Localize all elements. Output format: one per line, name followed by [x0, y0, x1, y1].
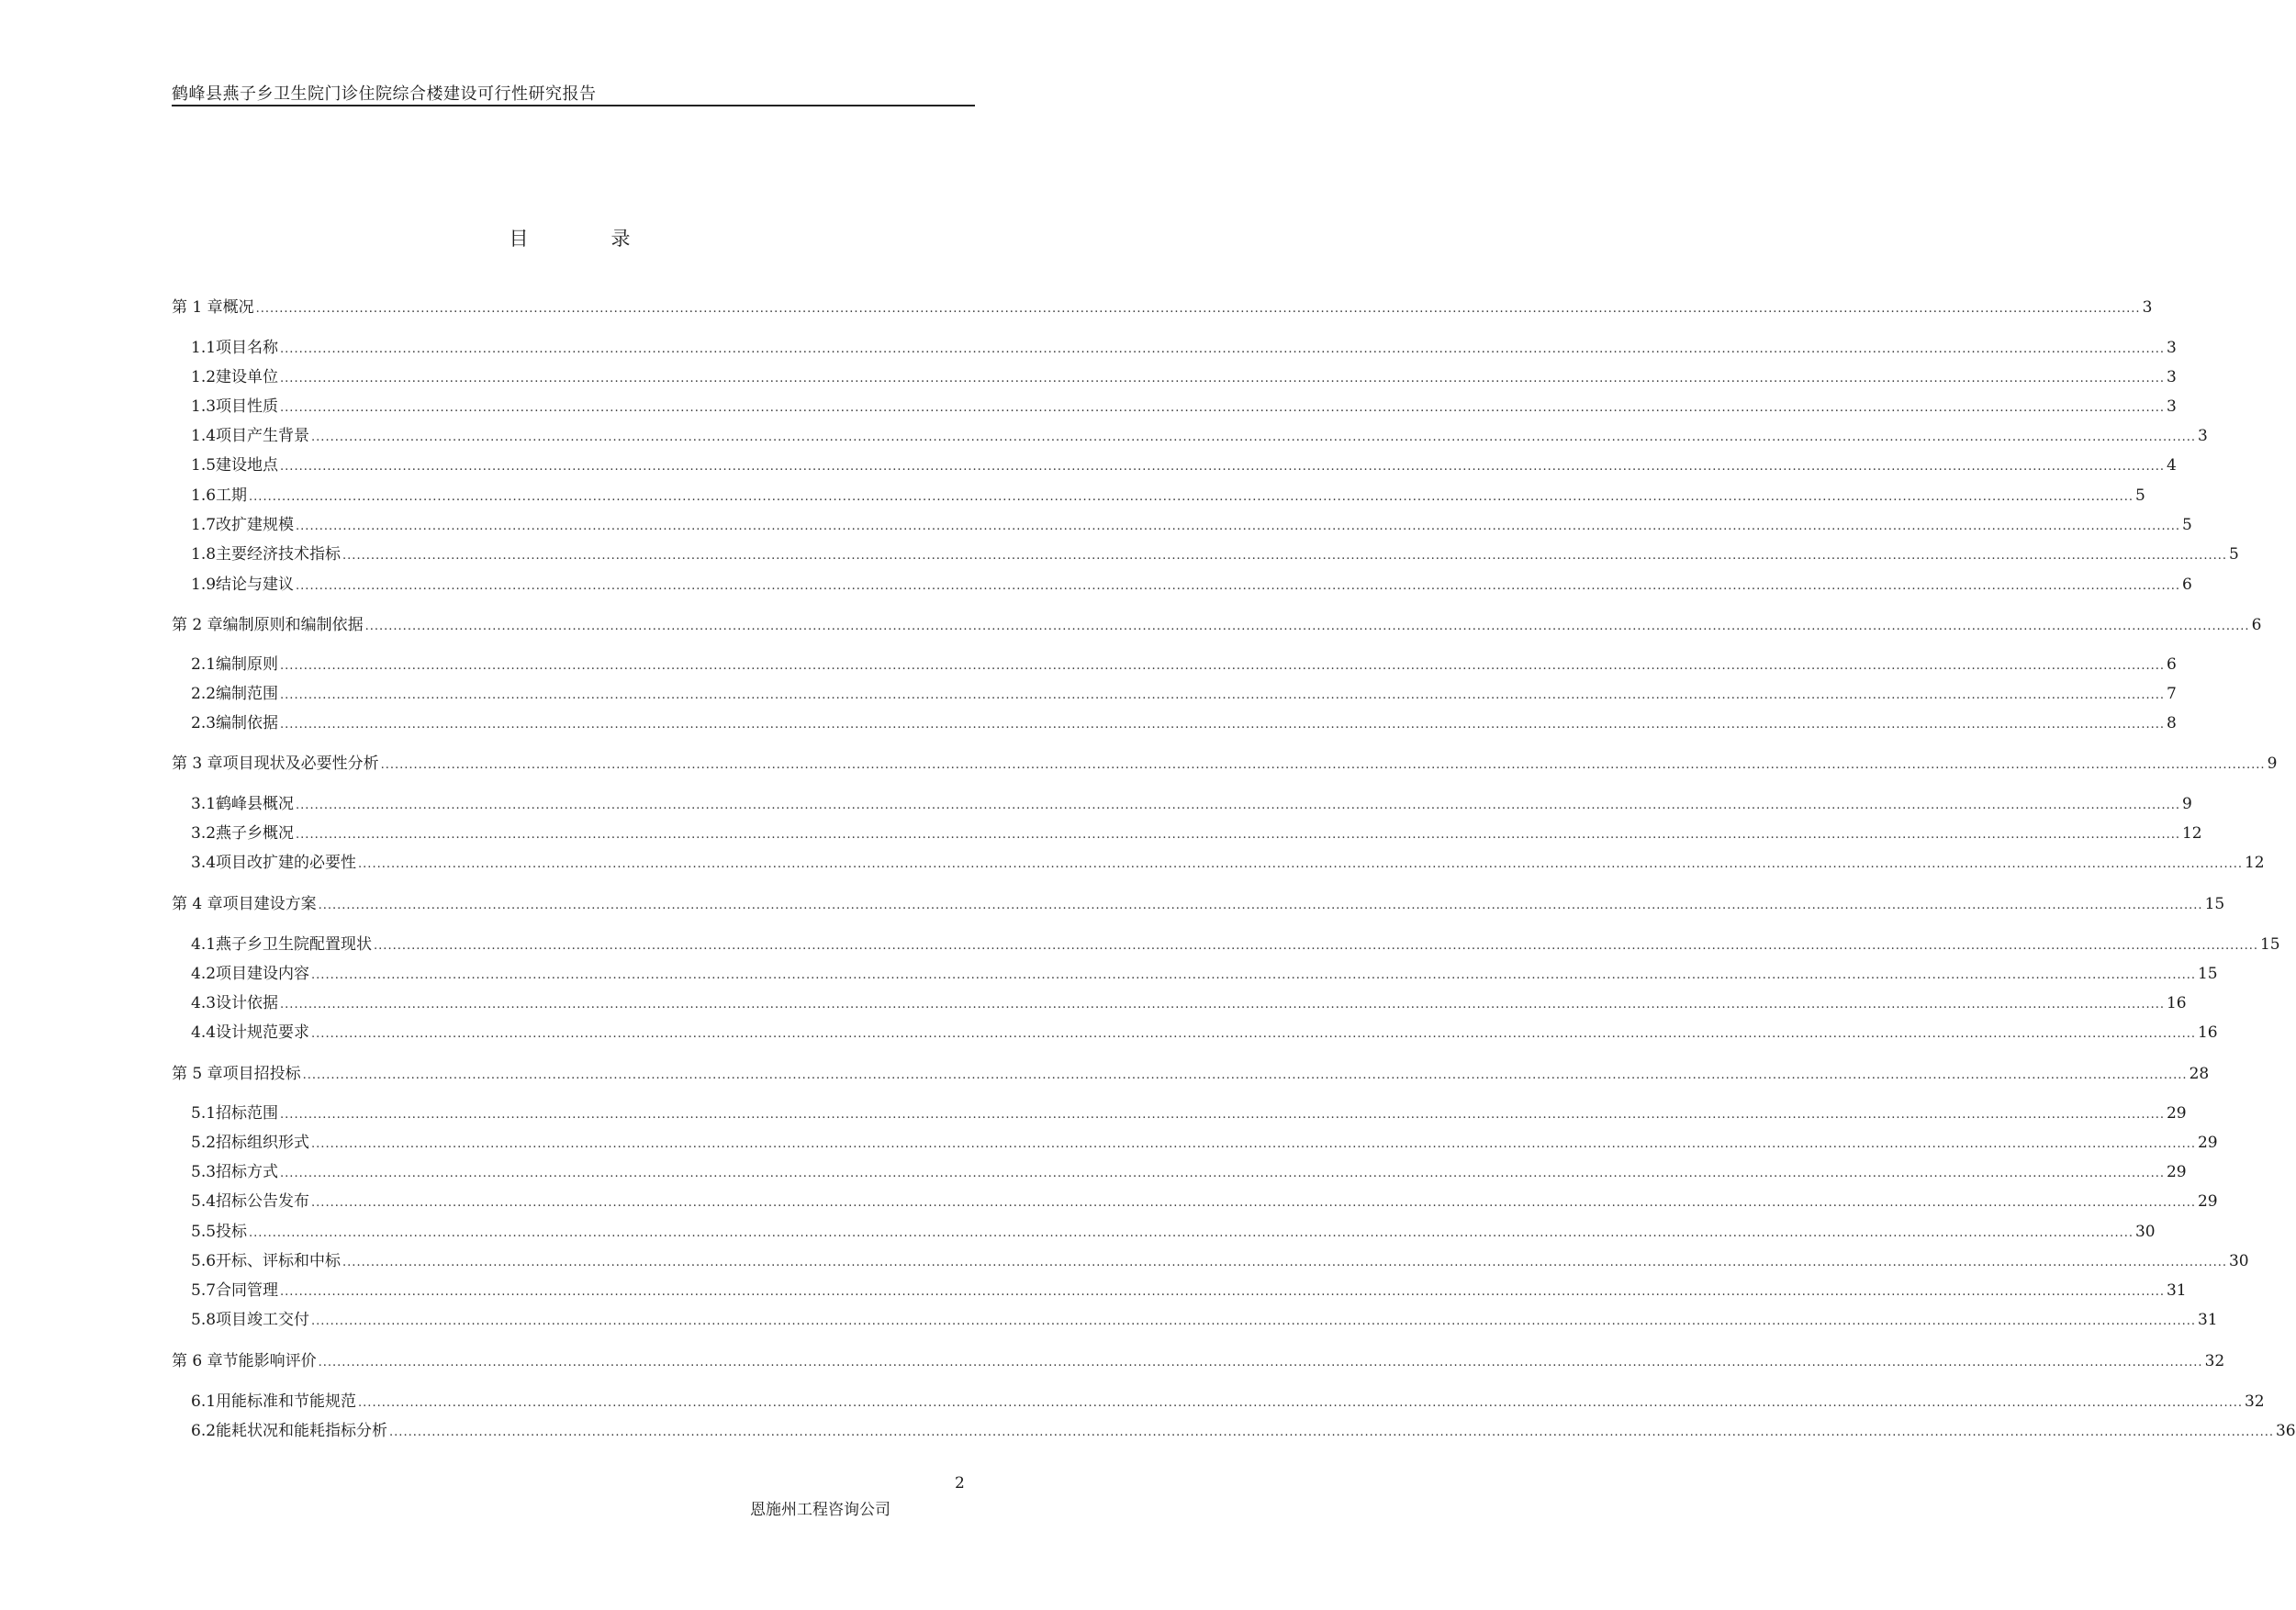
toc-chapter-entry[interactable] — [172, 614, 2262, 636]
toc-entry-page: 4 — [2166, 456, 2177, 475]
toc-dot-leader: ................................................................................................................................................................................................................................................................................................................................................................................................................ — [342, 549, 2227, 563]
toc-entry-number: 6.2 — [191, 1422, 217, 1440]
toc-entry-page: 32 — [2244, 1392, 2265, 1411]
company-name: 恩施州工程咨询公司 — [750, 1501, 890, 1519]
toc-chapter-entry[interactable] — [172, 1063, 2210, 1085]
toc-entry-page: 36 — [2275, 1422, 2296, 1440]
toc-entry-page: 9 — [2267, 755, 2278, 773]
toc-dot-leader: ................................................................................................................................................................................................................................................................................................................................................................................................................ — [389, 1426, 2274, 1439]
toc-section-entry[interactable] — [191, 574, 2192, 596]
toc-entry-page: 29 — [2197, 1192, 2218, 1211]
toc-section-entry[interactable] — [191, 396, 2177, 418]
toc-title-right: 录 — [610, 228, 631, 250]
toc-entry-number: 5.6 — [191, 1252, 217, 1270]
toc-entry-page: 31 — [2197, 1311, 2218, 1329]
toc-entry-label: 招标范围 — [216, 1104, 279, 1123]
toc-entry-page: 29 — [2166, 1163, 2187, 1181]
toc-entry-number: 4.3 — [191, 994, 217, 1012]
toc-entry-number: 1.3 — [191, 397, 217, 416]
toc-dot-leader: ................................................................................................................................................................................................................................................................................................................................................................................................................ — [280, 659, 2165, 673]
toc-dot-leader: ................................................................................................................................................................................................................................................................................................................................................................................................................ — [311, 1027, 2196, 1041]
toc-section-entry[interactable] — [191, 1102, 2187, 1124]
toc-dot-leader: ................................................................................................................................................................................................................................................................................................................................................................................................................ — [358, 857, 2243, 871]
toc-entry-label: 编制原则和编制依据 — [222, 616, 364, 634]
toc-entry-page: 28 — [2189, 1065, 2210, 1083]
toc-entry-number: 5.8 — [191, 1311, 217, 1329]
toc-dot-leader: ................................................................................................................................................................................................................................................................................................................................................................................................................ — [249, 1226, 2134, 1240]
toc-title-left: 目 — [509, 228, 529, 250]
toc-entry-page: 3 — [2166, 339, 2177, 357]
toc-entry-number: 第 6 章 — [172, 1352, 223, 1370]
toc-entry-label: 开标、评标和中标 — [216, 1252, 342, 1270]
toc-dot-leader: ................................................................................................................................................................................................................................................................................................................................................................................................................ — [358, 1396, 2243, 1410]
toc-section-entry[interactable] — [191, 366, 2177, 388]
toc-dot-leader: ................................................................................................................................................................................................................................................................................................................................................................................................................ — [280, 998, 2165, 1012]
toc-entry-number: 2.1 — [191, 655, 217, 674]
toc-entry-page: 30 — [2228, 1252, 2249, 1270]
toc-dot-leader: ................................................................................................................................................................................................................................................................................................................................................................................................................ — [311, 1137, 2196, 1151]
toc-dot-leader: ................................................................................................................................................................................................................................................................................................................................................................................................................ — [318, 899, 2203, 912]
toc-entry-page: 6 — [2251, 616, 2262, 634]
toc-chapter-entry[interactable] — [172, 893, 2225, 915]
toc-entry-label: 用能标准和节能规范 — [216, 1392, 357, 1411]
toc-section-entry[interactable] — [191, 454, 2177, 476]
page-number: 2 — [955, 1474, 965, 1493]
toc-entry-number: 5.7 — [191, 1281, 217, 1300]
toc-entry-number: 2.2 — [191, 685, 217, 703]
toc-entry-label: 项目产生背景 — [216, 427, 310, 445]
toc-dot-leader: ................................................................................................................................................................................................................................................................................................................................................................................................................ — [296, 828, 2180, 842]
header-divider — [172, 105, 975, 106]
toc-entry-page: 3 — [2197, 427, 2208, 445]
toc-entry-label: 编制范围 — [216, 685, 279, 703]
toc-section-entry[interactable] — [191, 963, 2218, 985]
toc-section-entry[interactable] — [191, 425, 2208, 447]
toc-dot-leader: ................................................................................................................................................................................................................................................................................................................................................................................................................ — [280, 401, 2165, 415]
toc-entry-label: 编制依据 — [216, 714, 279, 732]
toc-entry-label: 鹤峰县概况 — [216, 795, 295, 813]
toc-entry-label: 合同管理 — [216, 1281, 279, 1300]
toc-section-entry[interactable] — [191, 712, 2177, 734]
toc-section-entry[interactable] — [191, 822, 2202, 844]
toc-entry-label: 项目名称 — [216, 339, 279, 357]
toc-entry-page: 15 — [2204, 895, 2225, 913]
toc-entry-number: 1.4 — [191, 427, 217, 445]
toc-entry-label: 燕子乡概况 — [216, 824, 295, 843]
toc-dot-leader: ................................................................................................................................................................................................................................................................................................................................................................................................................ — [280, 342, 2165, 356]
toc-section-entry[interactable] — [191, 485, 2145, 507]
toc-entry-page: 6 — [2166, 655, 2177, 674]
toc-entry-label: 建设地点 — [216, 456, 279, 475]
toc-entry-label: 招标公告发布 — [216, 1192, 310, 1211]
toc-entry-page: 12 — [2181, 824, 2202, 843]
toc-section-entry[interactable] — [191, 992, 2187, 1014]
toc-entry-label: 概况 — [222, 298, 254, 317]
toc-entry-number: 1.9 — [191, 576, 217, 594]
toc-entry-label: 招标方式 — [216, 1163, 279, 1181]
toc-entry-label: 投标 — [216, 1223, 248, 1241]
toc-entry-label: 燕子乡卫生院配置现状 — [216, 935, 373, 954]
toc-entry-page: 12 — [2244, 854, 2265, 872]
toc-dot-leader: ................................................................................................................................................................................................................................................................................................................................................................................................................ — [280, 688, 2165, 702]
toc-section-entry[interactable] — [191, 337, 2177, 359]
toc-section-entry[interactable] — [191, 1221, 2156, 1243]
toc-chapter-entry[interactable] — [172, 753, 2278, 775]
toc-entry-label: 项目性质 — [216, 397, 279, 416]
toc-entry-label: 设计依据 — [216, 994, 279, 1012]
toc-entry-number: 3.1 — [191, 795, 217, 813]
toc-dot-leader: ................................................................................................................................................................................................................................................................................................................................................................................................................ — [280, 372, 2165, 386]
toc-section-entry[interactable] — [191, 654, 2177, 676]
toc-entry-number: 1.2 — [191, 368, 217, 386]
toc-section-entry[interactable] — [191, 1191, 2218, 1213]
toc-entry-label: 招标组织形式 — [216, 1134, 310, 1152]
toc-entry-label: 编制原则 — [216, 655, 279, 674]
toc-entry-page: 5 — [2228, 545, 2239, 564]
toc-entry-number: 2.3 — [191, 714, 217, 732]
toc-entry-page: 8 — [2166, 714, 2177, 732]
toc-entry-page: 31 — [2166, 1281, 2187, 1300]
toc-entry-page: 15 — [2197, 965, 2218, 983]
toc-entry-label: 项目改扩建的必要性 — [216, 854, 357, 872]
toc-entry-number: 5.4 — [191, 1192, 217, 1211]
toc-entry-number: 3.2 — [191, 824, 217, 843]
toc-entry-page: 15 — [2259, 935, 2280, 954]
toc-entry-label: 项目招投标 — [222, 1065, 301, 1083]
toc-section-entry[interactable] — [191, 1022, 2218, 1044]
toc-entry-page: 5 — [2181, 516, 2192, 534]
toc-entry-page: 16 — [2166, 994, 2187, 1012]
toc-entry-number: 第 5 章 — [172, 1065, 223, 1083]
toc-entry-page: 3 — [2166, 368, 2177, 386]
toc-section-entry[interactable] — [191, 1391, 2265, 1413]
toc-entry-label: 项目竣工交付 — [216, 1311, 310, 1329]
toc-entry-label: 改扩建规模 — [216, 516, 295, 534]
toc-dot-leader: ................................................................................................................................................................................................................................................................................................................................................................................................................ — [280, 1167, 2165, 1180]
toc-section-entry[interactable] — [191, 793, 2192, 815]
toc-entry-page: 5 — [2134, 486, 2145, 505]
toc-dot-leader: ................................................................................................................................................................................................................................................................................................................................................................................................................ — [380, 758, 2266, 772]
toc-entry-number: 第 4 章 — [172, 895, 223, 913]
toc-entry-number: 3.4 — [191, 854, 217, 872]
toc-entry-number: 6.1 — [191, 1392, 217, 1411]
toc-entry-label: 建设单位 — [216, 368, 279, 386]
toc-entry-number: 1.7 — [191, 516, 217, 534]
toc-entry-page: 6 — [2181, 576, 2192, 594]
toc-section-entry[interactable] — [191, 683, 2177, 705]
toc-dot-leader: ................................................................................................................................................................................................................................................................................................................................................................................................................ — [296, 799, 2180, 812]
toc-entry-page: 32 — [2204, 1352, 2225, 1370]
toc-dot-leader: ................................................................................................................................................................................................................................................................................................................................................................................................................ — [364, 620, 2250, 633]
toc-dot-leader: ................................................................................................................................................................................................................................................................................................................................................................................................................ — [318, 1356, 2203, 1370]
toc-entry-label: 项目现状及必要性分析 — [222, 755, 379, 773]
document-header-title: 鹤峰县燕子乡卫生院门诊住院综合楼建设可行性研究报告 — [172, 84, 597, 104]
toc-section-entry[interactable] — [191, 543, 2239, 565]
toc-section-entry[interactable] — [191, 1132, 2218, 1154]
toc-section-entry[interactable] — [191, 514, 2192, 536]
toc-entry-number: 5.5 — [191, 1223, 217, 1241]
toc-dot-leader: ................................................................................................................................................................................................................................................................................................................................................................................................................ — [302, 1068, 2188, 1082]
toc-entry-label: 项目建设内容 — [216, 965, 310, 983]
toc-dot-leader: ................................................................................................................................................................................................................................................................................................................................................................................................................ — [280, 718, 2165, 732]
toc-entry-number: 1.5 — [191, 456, 217, 475]
toc-entry-number: 第 3 章 — [172, 755, 223, 773]
toc-entry-label: 主要经济技术指标 — [216, 545, 342, 564]
toc-entry-page: 3 — [2166, 397, 2177, 416]
toc-entry-label: 项目建设方案 — [222, 895, 317, 913]
toc-dot-leader: ................................................................................................................................................................................................................................................................................................................................................................................................................ — [296, 520, 2180, 533]
toc-section-entry[interactable] — [191, 1280, 2187, 1302]
toc-entry-number: 4.2 — [191, 965, 217, 983]
toc-dot-leader: ................................................................................................................................................................................................................................................................................................................................................................................................................ — [311, 1314, 2196, 1328]
toc-entry-number: 1.6 — [191, 486, 217, 505]
toc-dot-leader: ................................................................................................................................................................................................................................................................................................................................................................................................................ — [249, 490, 2134, 504]
toc-entry-page: 30 — [2134, 1223, 2156, 1241]
toc-entry-label: 工期 — [216, 486, 248, 505]
toc-section-entry[interactable] — [191, 1250, 2249, 1272]
toc-section-entry[interactable] — [191, 934, 2280, 956]
toc-entry-number: 第 2 章 — [172, 616, 223, 634]
toc-dot-leader: ................................................................................................................................................................................................................................................................................................................................................................................................................ — [255, 302, 2141, 316]
toc-entry-label: 节能影响评价 — [222, 1352, 317, 1370]
toc-section-entry[interactable] — [191, 1309, 2218, 1331]
toc-section-entry[interactable] — [191, 1161, 2187, 1183]
toc-entry-page: 3 — [2142, 298, 2153, 317]
toc-entry-number: 5.2 — [191, 1134, 217, 1152]
toc-entry-page: 9 — [2181, 795, 2192, 813]
toc-dot-leader: ................................................................................................................................................................................................................................................................................................................................................................................................................ — [374, 939, 2258, 953]
toc-entry-number: 1.8 — [191, 545, 217, 564]
toc-chapter-entry[interactable] — [172, 296, 2153, 319]
toc-entry-page: 7 — [2166, 685, 2177, 703]
toc-entry-number: 4.4 — [191, 1023, 217, 1042]
toc-dot-leader: ................................................................................................................................................................................................................................................................................................................................................................................................................ — [311, 1196, 2196, 1210]
toc-entry-page: 29 — [2197, 1134, 2218, 1152]
toc-entry-number: 1.1 — [191, 339, 217, 357]
toc-entry-page: 16 — [2197, 1023, 2218, 1042]
toc-entry-label: 结论与建议 — [216, 576, 295, 594]
toc-dot-leader: ................................................................................................................................................................................................................................................................................................................................................................................................................ — [280, 460, 2165, 474]
toc-chapter-entry[interactable] — [172, 1350, 2225, 1372]
toc-entry-label: 设计规范要求 — [216, 1023, 310, 1042]
toc-dot-leader: ................................................................................................................................................................................................................................................................................................................................................................................................................ — [311, 430, 2196, 444]
toc-dot-leader: ................................................................................................................................................................................................................................................................................................................................................................................................................ — [280, 1285, 2165, 1299]
toc-section-entry[interactable] — [191, 1420, 2296, 1442]
toc-dot-leader: ................................................................................................................................................................................................................................................................................................................................................................................................................ — [311, 968, 2196, 982]
toc-entry-number: 5.1 — [191, 1104, 217, 1123]
toc-dot-leader: ................................................................................................................................................................................................................................................................................................................................................................................................................ — [296, 579, 2180, 593]
toc-title — [0, 224, 1139, 252]
toc-entry-number: 5.3 — [191, 1163, 217, 1181]
toc-entry-number: 第 1 章 — [172, 298, 223, 317]
toc-entry-number: 4.1 — [191, 935, 217, 954]
toc-entry-page: 29 — [2166, 1104, 2187, 1123]
toc-section-entry[interactable] — [191, 852, 2265, 874]
toc-dot-leader: ................................................................................................................................................................................................................................................................................................................................................................................................................ — [280, 1108, 2165, 1122]
toc-dot-leader: ................................................................................................................................................................................................................................................................................................................................................................................................................ — [342, 1256, 2227, 1269]
toc-entry-label: 能耗状况和能耗指标分析 — [216, 1422, 388, 1440]
